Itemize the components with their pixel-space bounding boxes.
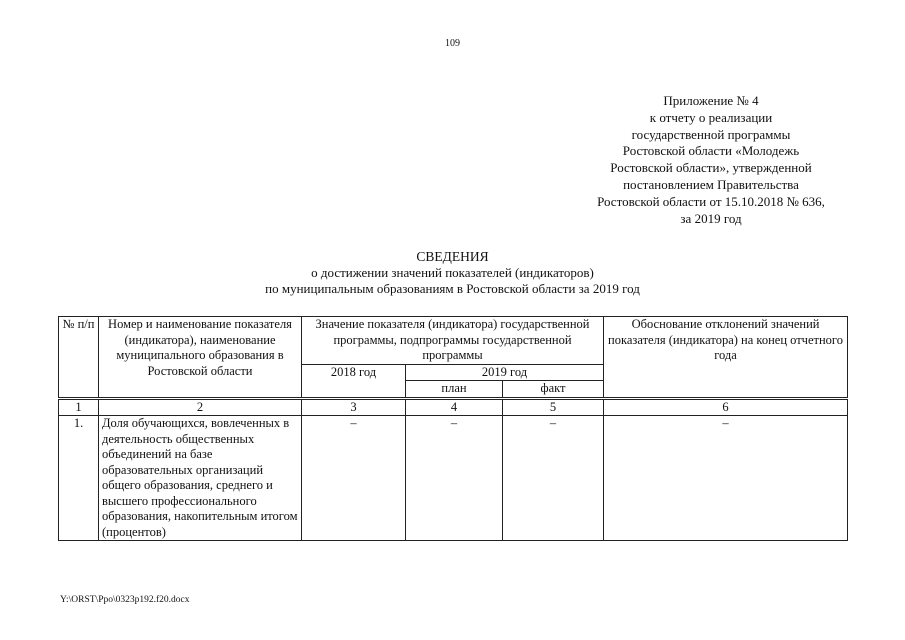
document-title: СВЕДЕНИЯ [416, 249, 489, 264]
file-path-footer: Y:\ORST\Ppo\0323p192.f20.docx [60, 595, 190, 605]
column-number: 3 [302, 398, 406, 416]
header-name: Номер и наименование показателя (индикатора), наименование муниципального образования в Ростовской области [99, 317, 302, 399]
appendix-line: Ростовской области», утвержденной [610, 160, 812, 176]
table-header-row [59, 317, 848, 365]
header-plan: план [406, 381, 503, 399]
appendix-line: государственной программы [631, 126, 791, 142]
document-subtitle: о достижении значений показателей (индикаторов) [311, 265, 594, 280]
appendix-line: Ростовской области «Молодежь [622, 143, 800, 159]
indicators-table [58, 316, 848, 541]
appendix-line: к отчету о реализации [649, 109, 773, 125]
document-heading [0, 248, 905, 297]
appendix-line: Приложение № 4 [663, 93, 759, 108]
header-year-2019: 2019 год [406, 364, 604, 381]
column-number: 1 [59, 398, 99, 416]
row-value-fact: – [503, 416, 604, 541]
row-num: 1. [59, 416, 99, 541]
row-value-2018: – [302, 416, 406, 541]
table-row [59, 416, 848, 541]
header-value: Значение показателя (индикатора) государственной программы, подпрограммы государственной программы [302, 317, 604, 365]
header-justification: Обоснование отклонений значений показателя (индикатора) на конец отчетного года [604, 317, 848, 399]
header-fact: факт [503, 381, 604, 399]
column-number: 6 [604, 398, 848, 416]
row-value-plan: – [406, 416, 503, 541]
column-number: 4 [406, 398, 503, 416]
appendix-line: постановлением Правительства [623, 176, 799, 192]
row-indicator-name: Доля обучающихся, вовлеченных в деятельность общественных объединений на базе образовательных организаций общего образования, среднего и высшего профессионального образования, накопительным итогом (процентов) [99, 416, 302, 541]
column-number: 2 [99, 398, 302, 416]
header-year-2018: 2018 год [302, 364, 406, 398]
appendix-line: за 2019 год [680, 210, 742, 226]
appendix-line: Ростовской области от 15.10.2018 № 636, [597, 193, 825, 209]
page-number: 109 [445, 38, 460, 49]
row-justification: – [604, 416, 848, 541]
column-number-row [59, 398, 848, 416]
header-num: № п/п [59, 317, 99, 399]
appendix-note [560, 93, 862, 227]
document-subtitle: по муниципальным образованиям в Ростовской области за 2019 год [265, 281, 640, 296]
column-number: 5 [503, 398, 604, 416]
